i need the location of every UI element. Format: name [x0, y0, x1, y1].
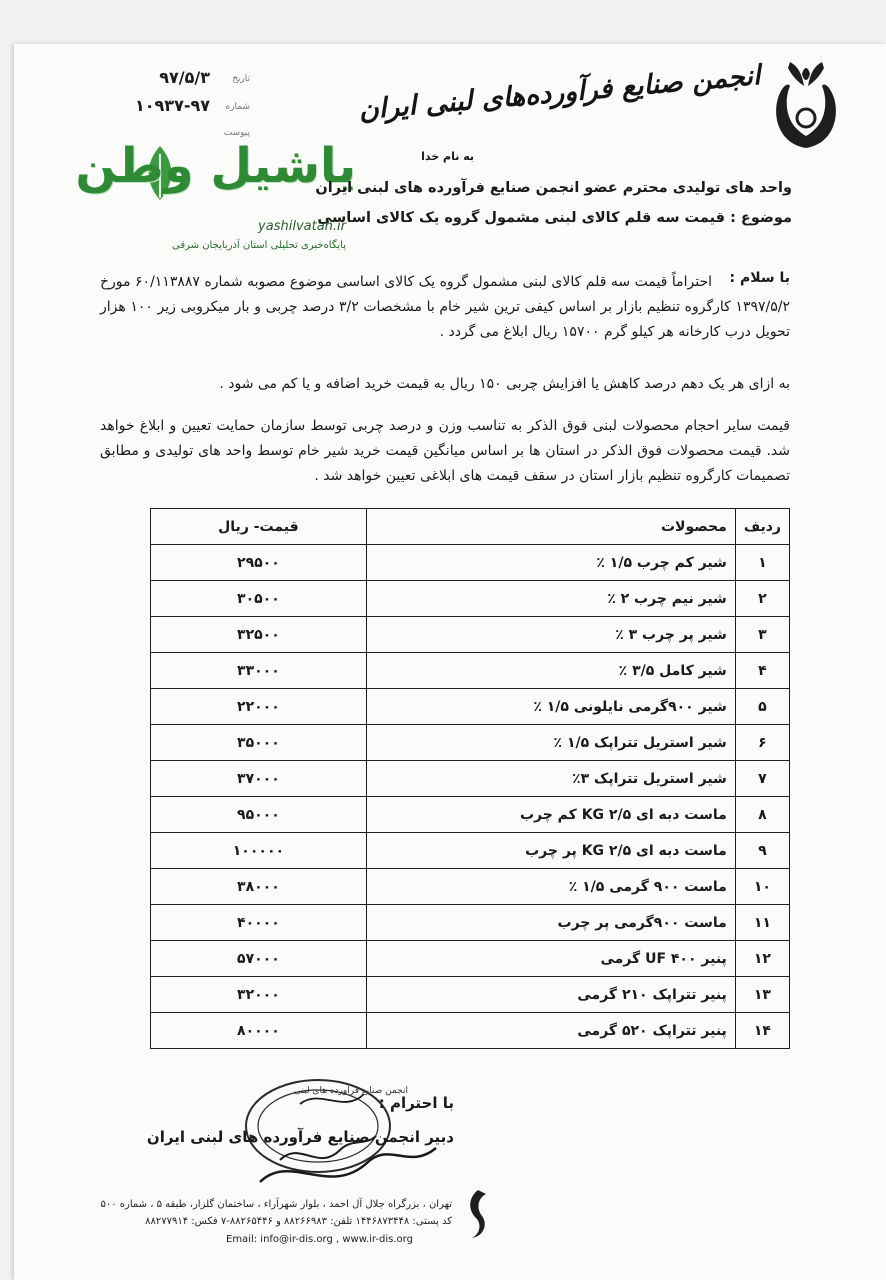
- row-price: ۱۰۰۰۰۰: [151, 833, 367, 869]
- row-index: ۴: [735, 653, 789, 689]
- row-product: شیر پر چرب ۳ ٪: [366, 617, 735, 653]
- row-index: ۱۰: [735, 869, 789, 905]
- row-product: ماست دبه ای ۲/۵ KG پر چرب: [366, 833, 735, 869]
- row-index: ۱۱: [735, 905, 789, 941]
- signatory: دبیر انجمن صنایع فرآورده های لبنی ایران: [146, 1128, 454, 1146]
- stamp-inscription: انجمن صنایع فرآورده های لبنی: [293, 1086, 408, 1096]
- footer-web: Email: info@ir-dis.org , www.ir-dis.org: [226, 1234, 413, 1245]
- row-price: ۴۰۰۰۰: [151, 905, 367, 941]
- row-price: ۳۲۰۰۰: [151, 977, 367, 1013]
- row-product: ماست دبه ای ۲/۵ KG کم چرب: [366, 797, 735, 833]
- table-row: [151, 725, 790, 761]
- row-price: ۳۵۰۰۰: [151, 725, 367, 761]
- table-row: [151, 833, 790, 869]
- row-product: شیر نیم چرب ۲ ٪: [366, 581, 735, 617]
- row-index: ۲: [735, 581, 789, 617]
- date-value: ۹۷/۵/۳: [159, 68, 210, 87]
- row-index: ۳: [735, 617, 789, 653]
- table-row: [151, 581, 790, 617]
- paragraph-2: به ازای هر یک دهم درصد کاهش یا افزایش چربی ۱۵۰ ریال به قیمت خرید اضافه و یا کم می شود .: [219, 376, 790, 392]
- table-row: [151, 869, 790, 905]
- number-label: شماره: [225, 102, 250, 112]
- row-product: شیر ۹۰۰گرمی نایلونی ۱/۵ ٪: [366, 689, 735, 725]
- row-product: شیر کامل ۳/۵ ٪: [366, 653, 735, 689]
- footer-contacts: کد پستی: ۱۴۴۶۸۷۳۴۴۸ تلفن: ۸۸۲۶۶۹۸۳ و ۸۸۲۶۵۴۴۶-۷ فکس: ۸۸۲۷۷۹۱۴: [145, 1216, 452, 1227]
- row-product: ماست ۹۰۰گرمی پر چرب: [366, 905, 735, 941]
- table-row: [151, 977, 790, 1013]
- row-index: ۹: [735, 833, 789, 869]
- header-price: قیمت- ریال: [151, 509, 367, 545]
- number-row: [100, 96, 250, 118]
- row-index: ۱۲: [735, 941, 789, 977]
- watermark-url: yashilvatan.ir: [258, 219, 346, 234]
- bismillah: به نام خدا: [421, 150, 474, 163]
- header-index: ردیف: [735, 509, 789, 545]
- row-price: ۲۲۰۰۰: [151, 689, 367, 725]
- row-price: ۸۰۰۰۰: [151, 1013, 367, 1049]
- row-product: ماست ۹۰۰ گرمی ۱/۵ ٪: [366, 869, 735, 905]
- watermark-name: یاشیل وطن: [75, 138, 356, 194]
- footer-address: تهران ، بزرگراه جلال آل احمد ، بلوار شهرآراء ، ساختمان گلزار، طبقه ۵ ، شماره ۵۰۰: [100, 1199, 452, 1210]
- table-row: [151, 617, 790, 653]
- table-row: [151, 905, 790, 941]
- table-row: [151, 545, 790, 581]
- row-product: شیر استریل تتراپک ۱/۵ ٪: [366, 725, 735, 761]
- date-row: [100, 68, 250, 90]
- row-product: پنیر تتراپک ۲۱۰ گرمی: [366, 977, 735, 1013]
- row-product: پنیر UF ۴۰۰ گرمی: [366, 941, 735, 977]
- row-product: شیر استریل تتراپک ۳٪: [366, 761, 735, 797]
- header-product: محصولات: [366, 509, 735, 545]
- table-header-row: [151, 509, 790, 545]
- row-price: ۵۷۰۰۰: [151, 941, 367, 977]
- row-index: ۱: [735, 545, 789, 581]
- row-price: ۲۹۵۰۰: [151, 545, 367, 581]
- row-index: ۷: [735, 761, 789, 797]
- row-index: ۶: [735, 725, 789, 761]
- paragraph-3: قیمت سایر احجام محصولات لبنی فوق الذکر به تناسب وزن و درصد چربی توسط سازمان حمایت تعیین و ابلاغ خواهد شد. قیمت محصولات فوق الذکر در استان ها بر اساس میانگین قیمت خرید شیر خام توسط واحد های تولیدی و مطابق تصمیمات کارگروه تنظیم بازار استان در سقف قیمت های ابلاغی تعیین خواهد شد .: [100, 418, 790, 484]
- paragraph-1: احتراماً قیمت سه قلم کالای لبنی مشمول گروه یک کالای اساسی موضوع مصوبه شماره ۶۰/۱۱۳۸۸۷ مورخ ۱۳۹۷/۵/۲ کارگروه تنظیم بازار بر اساس کیفی ترین شیر خام با مشخصات ۳/۲ درصد چربی و بار میکروبی زیر ۱۰۰ هزار تحویل درب کارخانه هر کیلو گرم ۱۵۷۰۰ ریال ابلاغ می گردد .: [100, 274, 790, 340]
- greeting: با سلام :: [729, 270, 790, 286]
- table-row: [151, 1013, 790, 1049]
- row-product: پنیر تتراپک ۵۲۰ گرمی: [366, 1013, 735, 1049]
- closing-regards: با احترام :: [378, 1094, 454, 1112]
- table-row: [151, 797, 790, 833]
- row-price: ۳۰۵۰۰: [151, 581, 367, 617]
- recipient: واحد های تولیدی محترم عضو انجمن صنایع فرآورده های لبنی ایران: [315, 180, 792, 196]
- emblem-icon: [768, 56, 844, 156]
- number-value: ۱۰۹۳۷-۹۷: [135, 96, 210, 115]
- table-row: [151, 653, 790, 689]
- row-index: ۸: [735, 797, 789, 833]
- watermark-caption: پایگاه‌خبری تحلیلی استان آذربایجان شرقی: [172, 240, 346, 251]
- organization-logotype: انجمن صنایع فرآورده‌های لبنی ایران: [357, 60, 762, 127]
- attachment-label: پیوست: [223, 128, 250, 138]
- row-price: ۳۸۰۰۰: [151, 869, 367, 905]
- subject: موضوع : قیمت سه قلم کالای لبنی مشمول گروه یک کالای اساسی: [317, 210, 792, 226]
- row-price: ۳۷۰۰۰: [151, 761, 367, 797]
- footer-emblem-icon: [464, 1188, 490, 1240]
- row-product: شیر کم چرب ۱/۵ ٪: [366, 545, 735, 581]
- row-index: ۱۴: [735, 1013, 789, 1049]
- table-row: [151, 941, 790, 977]
- row-index: ۵: [735, 689, 789, 725]
- row-price: ۹۵۰۰۰: [151, 797, 367, 833]
- row-index: ۱۳: [735, 977, 789, 1013]
- date-label: تاریخ: [232, 74, 250, 84]
- row-price: ۳۲۵۰۰: [151, 617, 367, 653]
- table-row: [151, 689, 790, 725]
- row-price: ۳۳۰۰۰: [151, 653, 367, 689]
- price-table: [150, 508, 790, 1049]
- table-row: [151, 761, 790, 797]
